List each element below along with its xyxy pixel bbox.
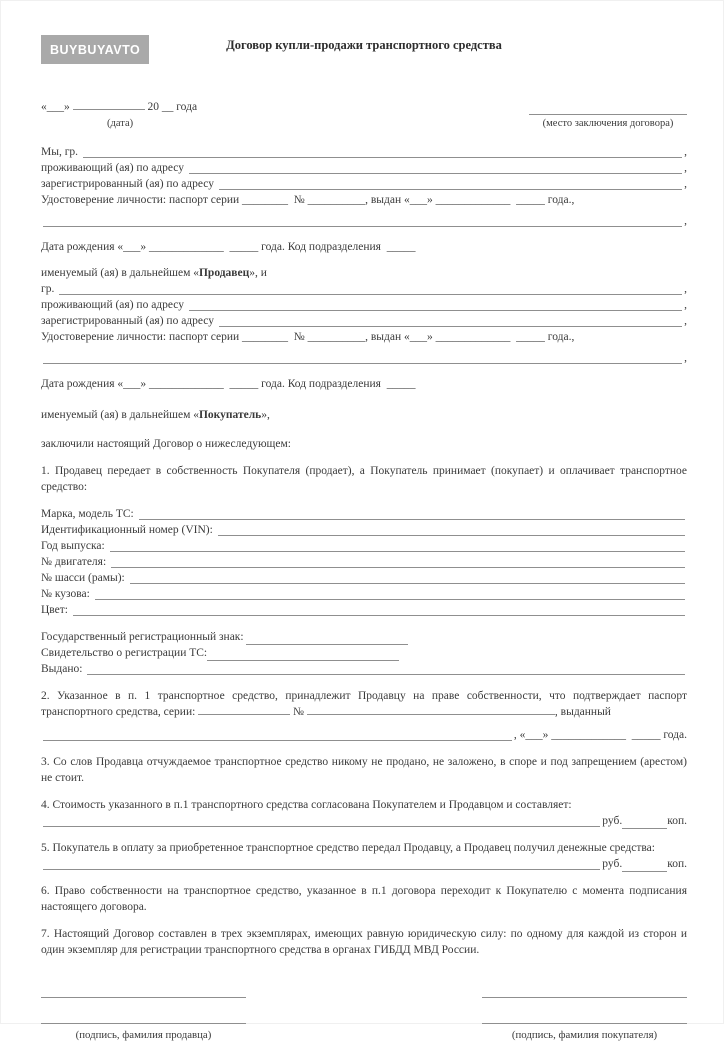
date-blank-field [73, 100, 145, 110]
text-segment: », [261, 409, 270, 421]
text-segment: руб. [602, 815, 623, 827]
blank-field [83, 147, 682, 158]
text-segment: , [684, 299, 687, 311]
text-segment: 4. Стоимость указанного в п.1 транспортного средства согласована Покупателем и Продавцом и составляет: [41, 799, 572, 811]
line-birthdate-buyer [41, 376, 687, 392]
blank-field [43, 816, 600, 827]
signatures-row [41, 972, 687, 1043]
text-segment: , [684, 146, 687, 158]
blank-field [43, 730, 512, 741]
line-registered-address-seller [41, 176, 687, 192]
blank-field [110, 541, 685, 552]
blank-field [218, 525, 685, 536]
blank-field [622, 819, 667, 829]
blank-field [622, 862, 667, 872]
buyer-signature-line [482, 972, 687, 998]
clause-6 [41, 883, 687, 915]
text-segment: именуемый (ая) в дальнейшем « [41, 267, 199, 279]
blank-field [43, 859, 600, 870]
text-segment: , выданный [554, 706, 611, 718]
clause-5 [41, 840, 687, 856]
clause-3 [41, 754, 687, 786]
place-blank-field [529, 104, 687, 115]
text-segment: коп. [667, 815, 687, 827]
text-segment: именуемый (ая) в дальнейшем « [41, 409, 199, 421]
date-year-text: 20 __ года [144, 101, 198, 113]
text-segment: 2. Указанное в п. 1 транспортное средство, принадлежит Продавцу на праве собственности, что подтверждает паспорт транспортного средства, серии: [41, 690, 687, 718]
text-segment: гр. [41, 283, 58, 295]
line-citizen-buyer [41, 281, 687, 297]
text-segment: Дата рождения «___» _____________ _____ года. Код подразделения _____ [41, 241, 416, 253]
seller-signature-line [41, 972, 246, 998]
text-segment: , [684, 178, 687, 190]
seller-signature-block [41, 972, 246, 1043]
text-segment: , [684, 162, 687, 174]
blank-field [43, 216, 682, 227]
line-passport-seller [41, 192, 687, 208]
blank-field [95, 589, 685, 600]
document-header [41, 27, 687, 83]
line-passport-issuer-seller [41, 213, 687, 229]
text-segment: , [684, 215, 687, 227]
clause-2-issuer-line [41, 727, 687, 743]
text-segment: , [684, 283, 687, 295]
text-segment: », и [249, 267, 267, 279]
line-issued-by [41, 661, 687, 677]
text-segment: Свидетельство о регистрации ТС: [41, 647, 208, 659]
clause-1 [41, 463, 687, 495]
line-passport-issuer-buyer [41, 350, 687, 366]
blank-field [139, 509, 685, 520]
blank-field [43, 353, 682, 364]
blank-field [207, 651, 399, 661]
text-segment: Покупатель [198, 409, 262, 421]
buyer-name-line [482, 998, 687, 1024]
line-hereinafter-buyer [41, 407, 687, 423]
text-segment: Марка, модель ТС: [41, 508, 137, 520]
text-segment: коп. [667, 858, 687, 870]
blank-field [219, 316, 682, 327]
text-segment: зарегистрированный (ая) по адресу [41, 178, 217, 190]
clause-4 [41, 797, 687, 813]
line-we-citizen [41, 144, 687, 160]
line-residing-address-buyer [41, 297, 687, 313]
text-segment: зарегистрированный (ая) по адресу [41, 315, 217, 327]
line-state-reg-plate [41, 629, 687, 645]
line-reg-certificate [41, 645, 687, 661]
text-segment: Цвет: [41, 604, 71, 616]
text-segment: , [684, 352, 687, 364]
blank-field [87, 664, 685, 675]
text-segment: № шасси (рамы): [41, 572, 128, 584]
clause-7 [41, 926, 687, 958]
text-segment: руб. [602, 858, 623, 870]
line-registered-address-buyer [41, 313, 687, 329]
text-segment: 1. Продавец передает в собственность Покупателя (продает), а Покупатель принимает (покупает) и оплачивает транспортное средство: [41, 465, 687, 493]
document-title: Договор купли-продажи транспортного средства [226, 38, 502, 52]
place-block [529, 99, 687, 132]
line-color [41, 602, 687, 618]
blank-field [246, 635, 408, 645]
line-year [41, 538, 687, 554]
text-segment: № [290, 706, 307, 718]
blank-field [130, 573, 685, 584]
line-body-no [41, 586, 687, 602]
blank-field [307, 705, 555, 715]
text-segment: Государственный регистрационный знак: [41, 631, 247, 643]
text-segment: Мы, гр. [41, 146, 81, 158]
text-segment: проживающий (ая) по адресу [41, 299, 187, 311]
blank-field [73, 605, 685, 616]
blank-field [219, 179, 682, 190]
blank-field [189, 163, 682, 174]
line-make-model [41, 506, 687, 522]
date-caption: (дата) [107, 118, 134, 129]
date-block [41, 99, 197, 132]
text-segment: Продавец [198, 267, 250, 279]
clause-2 [41, 688, 687, 720]
text-segment: Идентификационный номер (VIN): [41, 524, 216, 536]
text-segment: 7. Настоящий Договор составлен в трех экземплярах, имеющих равную юридическую силу: по одному для каждой из сторон и один экземпляр для регистрации транспортного средства в органах ГИБДД МВД России. [41, 928, 687, 956]
buyer-signature-caption: (подпись, фамилия покупателя) [511, 1029, 658, 1041]
text-segment: 5. Покупатель в оплату за приобретенное транспортное средство передал Продавцу, а Продавец получил денежные средства: [41, 842, 655, 854]
blank-field [198, 705, 290, 715]
line-concluded [41, 436, 687, 452]
text-segment: Дата рождения «___» _____________ _____ года. Код подразделения _____ [41, 378, 416, 390]
line-passport-buyer [41, 329, 687, 345]
clause-5-amount-line [41, 856, 687, 872]
seller-name-line [41, 998, 246, 1024]
seller-signature-caption: (подпись, фамилия продавца) [75, 1029, 212, 1041]
date-line [41, 99, 197, 115]
buybuyavto-logo: BUYBUYAVTO [41, 35, 149, 64]
date-open-quotes: «___» [41, 101, 73, 113]
text-segment: № кузова: [41, 588, 93, 600]
line-hereinafter-seller [41, 265, 687, 281]
blank-field [111, 557, 685, 568]
text-segment: Удостоверение личности: паспорт серии ________ № __________, выдан «___» _____________ _____ года., [41, 194, 575, 206]
text-segment: проживающий (ая) по адресу [41, 162, 187, 174]
line-chassis-no [41, 570, 687, 586]
buyer-signature-block [482, 972, 687, 1043]
text-segment: Удостоверение личности: паспорт серии ________ № __________, выдан «___» _____________ _____ года., [41, 331, 575, 343]
text-segment: 3. Со слов Продавца отчуждаемое транспортное средство никому не продано, не заложено, в споре и под запрещением (арестом) не стоит. [41, 756, 687, 784]
document-body [41, 144, 687, 958]
text-segment: , [684, 315, 687, 327]
text-segment: заключили настоящий Договор о нижеследующем: [41, 438, 291, 450]
line-residing-address-seller [41, 160, 687, 176]
text-segment: Год выпуска: [41, 540, 108, 552]
place-caption: (место заключения договора) [542, 118, 674, 129]
blank-field [189, 300, 682, 311]
text-segment: , «___» _____________ _____ года. [513, 729, 687, 741]
blank-field [59, 284, 682, 295]
date-place-row [41, 99, 687, 132]
line-engine-no [41, 554, 687, 570]
line-vin [41, 522, 687, 538]
text-segment: № двигателя: [41, 556, 110, 568]
text-segment: Выдано: [41, 663, 86, 675]
clause-4-amount-line [41, 813, 687, 829]
line-birthdate-seller [41, 239, 687, 255]
text-segment: 6. Право собственности на транспортное средство, указанное в п.1 договора переходит к Покупателю с момента подписания настоящего договора. [41, 885, 687, 913]
